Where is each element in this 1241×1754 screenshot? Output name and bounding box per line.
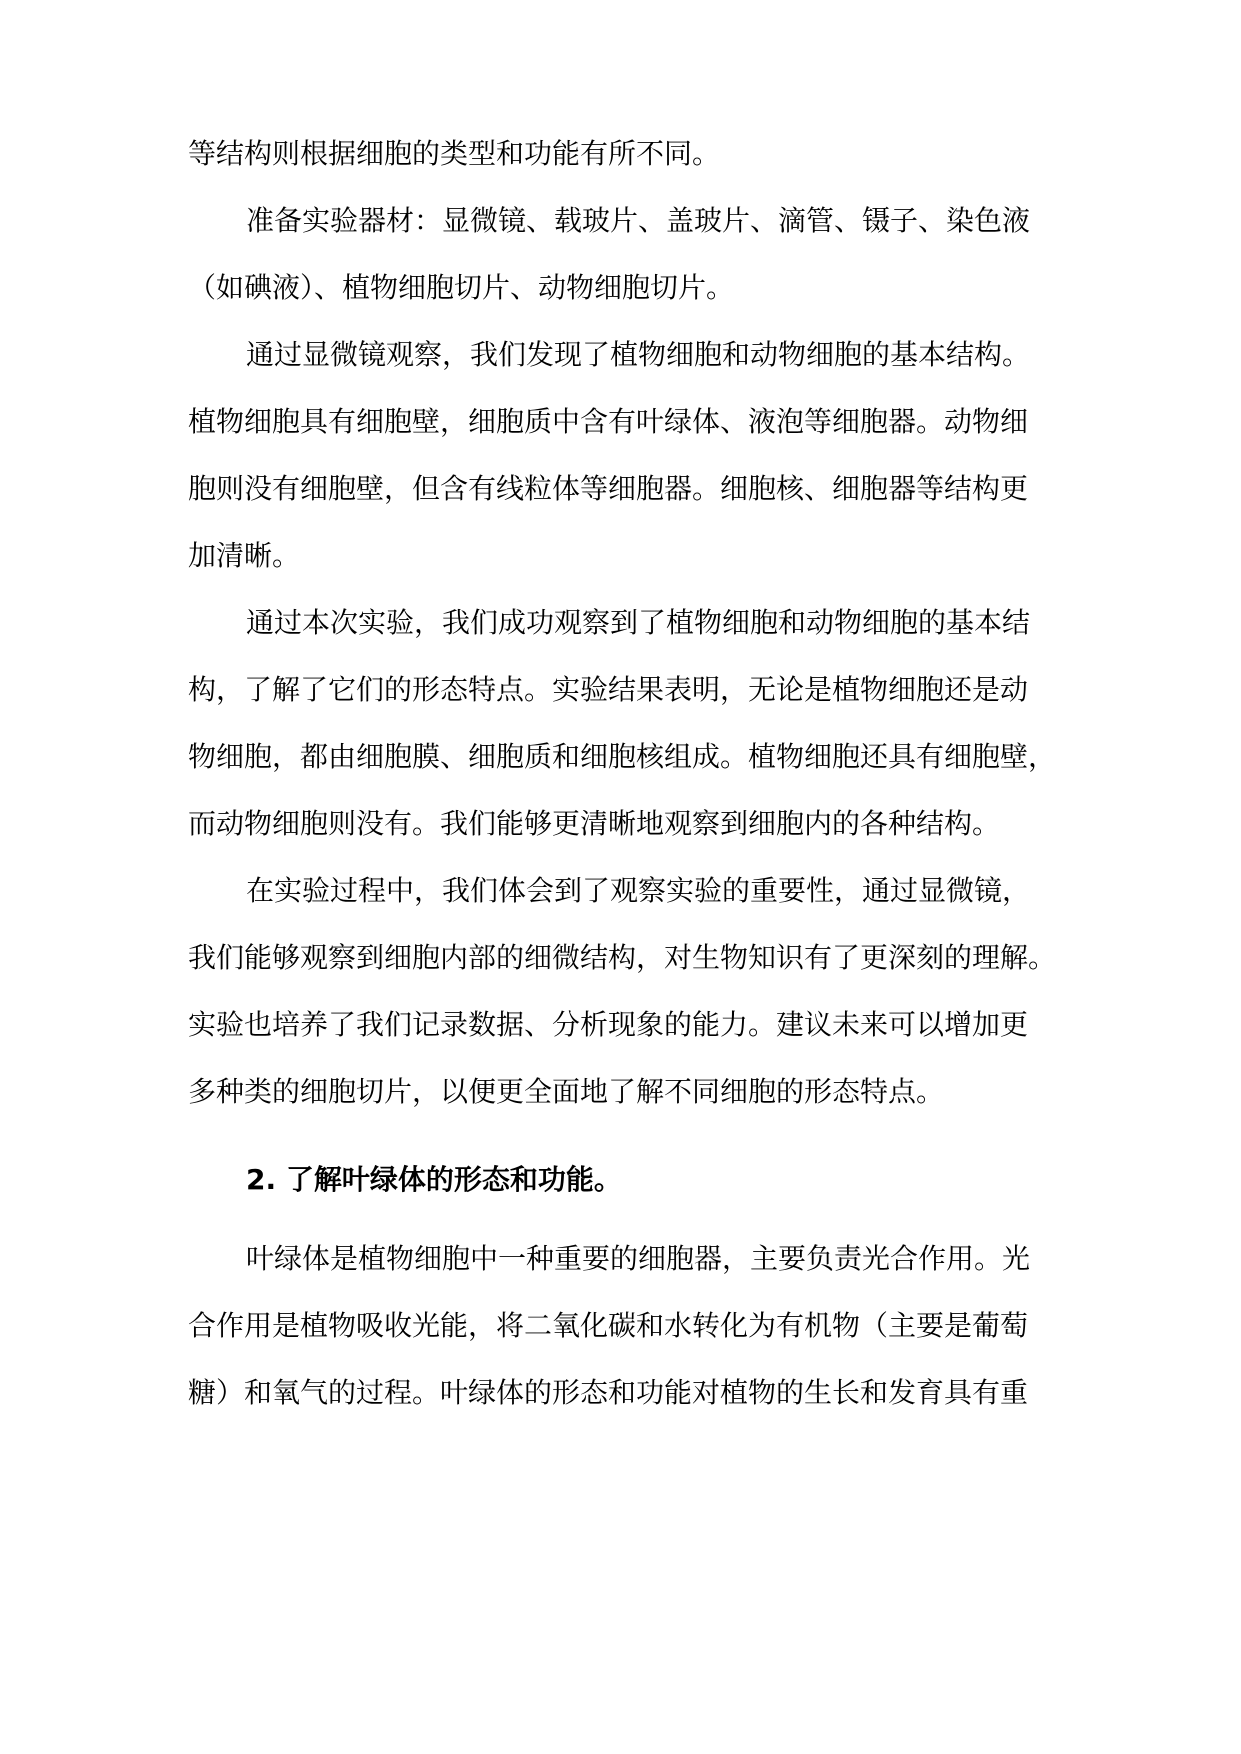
body-text-line: 多种类的细胞切片，以便更全面地了解不同细胞的形态特点。 [188,1075,945,1108]
body-text-line: 通过显微镜观察，我们发现了植物细胞和动物细胞的基本结构。 [246,338,1031,371]
body-text-line: 等结构则根据细胞的类型和功能有所不同。 [188,137,721,170]
section-heading: 2. 了解叶绿体的形态和功能。 [246,1163,622,1196]
body-text-line: （如碘液）、植物细胞切片、动物细胞切片。 [188,271,735,304]
body-text-line: 通过本次实验，我们成功观察到了植物细胞和动物细胞的基本结 [246,606,1031,639]
body-text-line: 实验也培养了我们记录数据、分析现象的能力。建议未来可以增加更 [188,1008,1029,1041]
body-text-line: 而动物细胞则没有。我们能够更清晰地观察到细胞内的各种结构。 [188,807,1001,840]
body-text-line: 加清晰。 [188,539,301,572]
body-text-line: 胞则没有细胞壁，但含有线粒体等细胞器。细胞核、细胞器等结构更 [188,472,1029,505]
body-text-line: 在实验过程中，我们体会到了观察实验的重要性，通过显微镜， [246,874,1031,907]
body-text-line: 我们能够观察到细胞内部的细微结构，对生物知识有了更深刻的理解。 [188,941,1057,974]
body-text-line: 准备实验器材：显微镜、载玻片、盖玻片、滴管、镊子、染色液 [246,204,1031,237]
body-text-line: 植物细胞具有细胞壁，细胞质中含有叶绿体、液泡等细胞器。动物细 [188,405,1029,438]
body-text-line: 糖）和氧气的过程。叶绿体的形态和功能对植物的生长和发育具有重 [188,1376,1029,1409]
body-text-line: 叶绿体是植物细胞中一种重要的细胞器，主要负责光合作用。光 [246,1242,1031,1275]
body-text-line: 构，了解了它们的形态特点。实验结果表明，无论是植物细胞还是动 [188,673,1029,706]
body-text-line: 物细胞，都由细胞膜、细胞质和细胞核组成。植物细胞还具有细胞壁， [188,740,1057,773]
body-text-line: 合作用是植物吸收光能，将二氧化碳和水转化为有机物（主要是葡萄 [188,1309,1029,1342]
